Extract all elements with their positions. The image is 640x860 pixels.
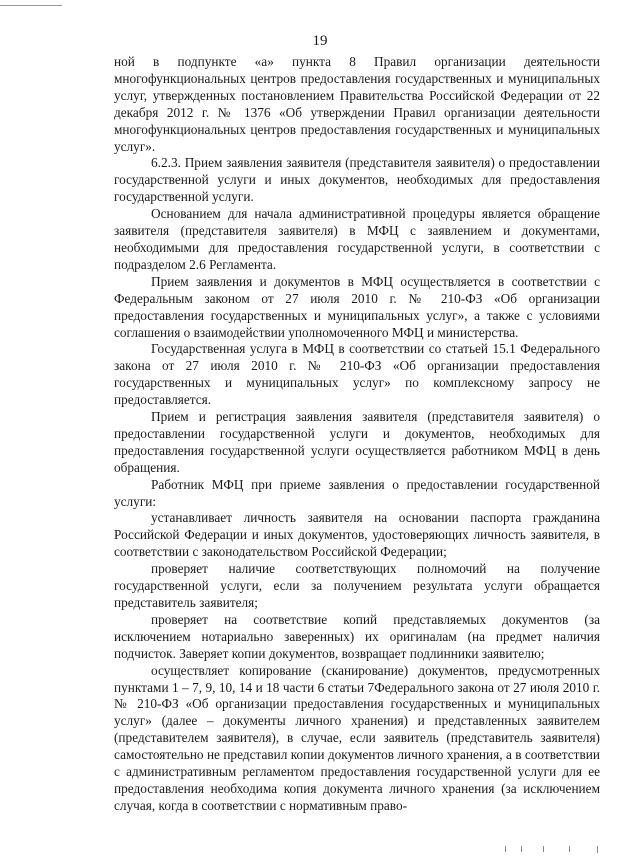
paragraph-1: ной в подпункте «а» пункта 8 Правил организации деятельности многофункциональных центров предоставления государственных и муниципальных услуг, утвержденных постановлением Правительства Российской Федерации от 22 декабря 2012 г. № 1376 «Об утверждении Правил организации деятельности многофункциональных центров предоставления государственных и муниципальных услуг». (114, 54, 600, 154)
paragraph-8: устанавливает личность заявителя на основании паспорта гражданина Российской Федерации и иных документов, удостоверяющих личность заявителя, в соответствии с законодательством Российской Федерации; (114, 510, 600, 560)
scan-edge-line (0, 5, 62, 6)
paragraph-4: Прием заявления и документов в МФЦ осуществляется в соответствии с Федеральным законом от 27 июля 2010 г. № 210-ФЗ «Об организации предоставления государственных и муниципальных услуг», а также с условиями соглашения о взаимодействии уполномоченного МФЦ и министерства. (114, 273, 600, 340)
scan-artifacts (505, 846, 605, 854)
document-body (114, 54, 600, 815)
paragraph-9: проверяет наличие соответствующих полномочий на получение государственной услуги, если за получением результата услуги обращается представитель заявителя; (114, 561, 600, 610)
paragraph-6: Прием и регистрация заявления заявителя (представителя заявителя) о предоставлении государственной услуги и документов, необходимых для предоставления государственной услуги осуществляется работником МФЦ в день обращения. (114, 409, 600, 475)
paragraph-11: осуществляет копирование (сканирование) документов, предусмотренных пунктами 1 – 7, 9, 10, 14 и 18 части 6 статьи 7Федерального закона от 27 июля 2010 г. № 210-ФЗ «Об организации предоставления государственных и муниципальных услуг» (далее – документы личного хранения) и представленных заявителем (представителем заявителя), в случае, если заявитель (представитель заявителя) самостоятельно не представил копии документов личного хранения, а в соответствии с административным регламентом предоставления государственной услуги для ее предоставления необходима копия документа личного хранения (за исключением случая, когда в соответствии с нормативным право- (114, 662, 600, 813)
paragraph-10: проверяет на соответствие копий представляемых документов (за исключением нотариально заверенных) их оригиналам (на предмет наличия подчисток. Заверяет копии документов, возвращает подлинники заявителю; (114, 611, 600, 661)
paragraph-2: 6.2.3. Прием заявления заявителя (представителя заявителя) о предоставлении государственной услуги и иных документов, необходимых для предоставления государственной услуги. (114, 155, 600, 205)
paragraph-7: Работник МФЦ при приеме заявления о предоставлении государственной услуги: (114, 476, 600, 509)
paragraph-5: Государственная услуга в МФЦ в соответствии со статьей 15.1 Федерального закона от 27 июля 2010 г. № 210-ФЗ «Об организации предоставления государственных и муниципальных услуг» по комплексному запросу не предоставляется. (114, 341, 600, 408)
page-number: 19 (312, 33, 328, 49)
paragraph-3: Основанием для начала административной процедуры является обращение заявителя (представителя заявителя) в МФЦ с заявлением и документами, необходимыми для предоставления государственной услуги, в соответствии с подразделом 2.6 Регламента. (114, 206, 600, 272)
